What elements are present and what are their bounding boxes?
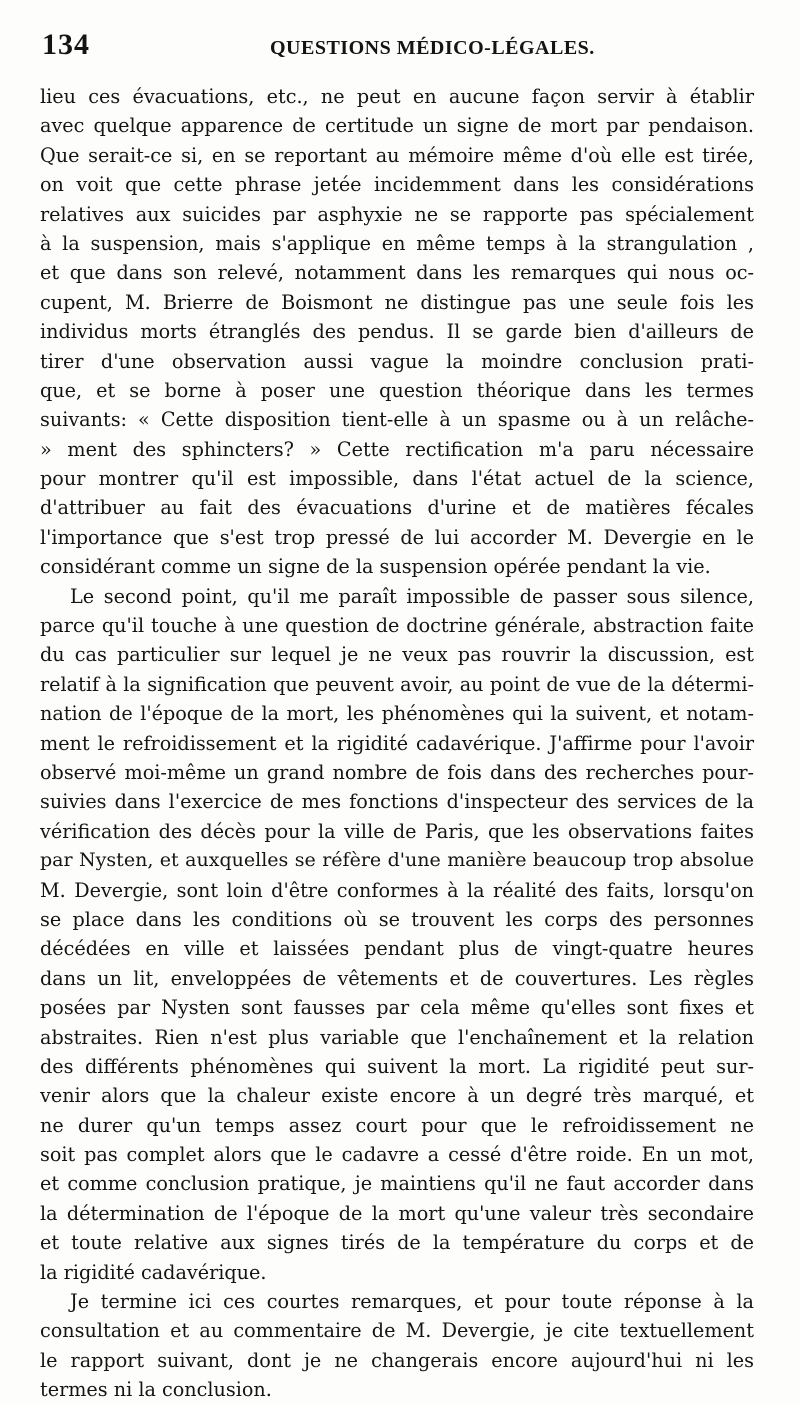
text-line: et que dans son relevé, notamment dans les remarques qui nous oc- <box>40 261 754 285</box>
text-line: la rigidité cadavérique. <box>40 1260 267 1284</box>
text-line: du cas particulier sur lequel je ne veux pas rouvrir la discussion, est <box>40 643 754 667</box>
text-line: posées par Nysten sont fausses par cela même qu'elles sont fixes et <box>40 996 754 1020</box>
text-line: à la suspension, mais s'applique en même temps à la strangulation , <box>40 231 754 255</box>
text-line: Le second point, qu'il me paraît impossible de passer sous silence, <box>70 584 754 608</box>
text-line: consultation et au commentaire de M. Devergie, je cite textuellement <box>40 1319 754 1343</box>
text-line: pour montrer qu'il est impossible, dans l'état actuel de la science, <box>40 467 754 491</box>
text-line: cupent, M. Brierre de Boismont ne distingue pas une seule fois les <box>40 290 754 314</box>
paragraph <box>40 1287 754 1405</box>
text-line: soit pas complet alors que le cadavre a cessé d'être roide. En un mot, <box>40 1143 754 1167</box>
text-line: Je termine ici ces courtes remarques, et pour toute réponse à la <box>70 1290 754 1314</box>
text-line: abstraites. Rien n'est plus variable que l'enchaînement et la relation <box>40 1025 754 1049</box>
page-number: 134 <box>42 28 90 61</box>
text-line: ne durer qu'un temps assez court pour que le refroidissement ne <box>40 1113 754 1137</box>
body-text <box>40 82 754 1405</box>
text-line: M. Devergie, sont loin d'être conformes à la réalité des faits, lorsqu'on <box>40 878 754 902</box>
text-line: et toute relative aux signes tirés de la température du corps et de <box>40 1231 754 1255</box>
text-line: termes ni la conclusion. <box>40 1378 272 1402</box>
text-line: dans un lit, enveloppées de vêtements et de couvertures. Les règles <box>40 966 754 990</box>
text-line: lieu ces évacuations, etc., ne peut en aucune façon servir à établir <box>40 85 754 108</box>
text-line: suivies dans l'exercice de mes fonctions d'inspecteur des services de la <box>40 790 754 814</box>
text-line: individus morts étranglés des pendus. Il se garde bien d'ailleurs de <box>40 320 754 344</box>
text-line: d'attribuer au fait des évacuations d'urine et de matières fécales <box>40 496 754 520</box>
text-line: nation de l'époque de la mort, les phénomènes qui la suivent, et notam- <box>40 702 754 726</box>
text-line: observé moi-même un grand nombre de fois dans des recherches pour- <box>40 760 754 784</box>
text-line: des différents phénomènes qui suivent la mort. La rigidité peut sur- <box>40 1054 754 1078</box>
text-line: venir alors que la chaleur existe encore à un degré très marqué, et <box>40 1084 754 1108</box>
text-line: » ment des sphincters? » Cette rectification m'a paru nécessaire <box>40 437 754 461</box>
text-line: parce qu'il touche à une question de doctrine générale, abstraction faite <box>40 614 754 638</box>
text-line: le rapport suivant, dont je ne changerais encore aujourd'hui ni les <box>40 1348 754 1372</box>
text-line: décédées en ville et laissées pendant plus de vingt-quatre heures <box>40 937 754 961</box>
text-line: vérification des décès pour la ville de Paris, que les observations faites <box>40 819 754 843</box>
text-line: la détermination de l'époque de la mort qu'une valeur très secondaire <box>40 1201 754 1225</box>
text-line: et comme conclusion pratique, je maintiens qu'il ne faut accorder dans <box>40 1172 754 1196</box>
text-line: considérant comme un signe de la suspension opérée pendant la vie. <box>40 555 711 579</box>
paragraph <box>40 82 754 582</box>
text-line: se place dans les conditions où se trouvent les corps des personnes <box>40 907 754 931</box>
text-line: avec quelque apparence de certitude un signe de mort par pendaison. <box>40 114 754 138</box>
text-line: ment le refroidissement et la rigidité cadavérique. J'affirme pour l'avoir <box>40 731 754 755</box>
running-head: QUESTIONS MÉDICO-LÉGALES. <box>270 37 595 59</box>
text-line: que, et se borne à poser une question théorique dans les termes <box>40 378 754 402</box>
paragraph <box>40 582 754 1287</box>
text-line: tirer d'une observation aussi vague la moindre conclusion prati- <box>40 349 754 373</box>
text-line: l'importance que s'est trop pressé de lui accorder M. Devergie en le <box>40 525 754 549</box>
text-line: relatif à la signification que peuvent avoir, au point de vue de la détermi- <box>40 672 754 696</box>
page-header <box>42 28 758 62</box>
text-line: suivants: « Cette disposition tient-elle à un spasme ou à un relâche- <box>40 408 754 432</box>
text-line: Que serait-ce si, en se reportant au mémoire même d'où elle est tirée, <box>40 143 754 167</box>
text-line: relatives aux suicides par asphyxie ne se rapporte pas spécialement <box>40 202 754 226</box>
text-line: on voit que cette phrase jetée incidemment dans les considérations <box>40 173 754 197</box>
text-line: par Nysten, et auxquelles se réfère d'une manière beaucoup trop absolue <box>40 849 754 872</box>
